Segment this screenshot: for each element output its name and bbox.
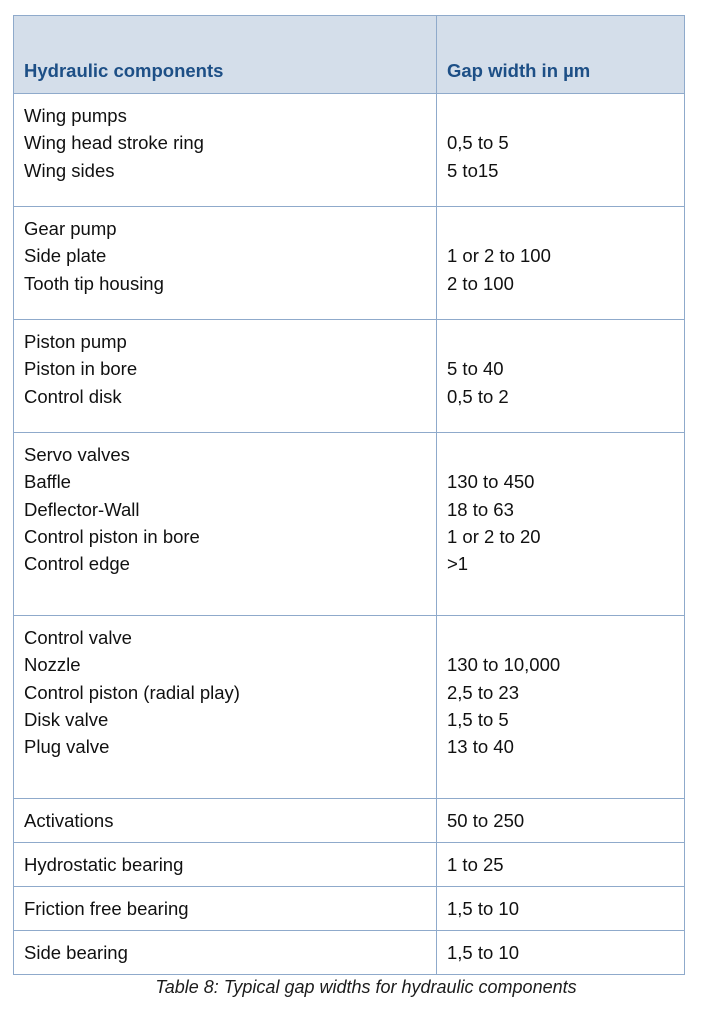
gap-value: 50 to 250 bbox=[437, 799, 685, 843]
value-cell bbox=[437, 616, 685, 799]
value-cell bbox=[437, 433, 685, 616]
component-name: Piston in bore bbox=[24, 358, 138, 379]
gap-value: 1 or 2 to 100 bbox=[447, 245, 551, 266]
gap-value: 2 to 100 bbox=[447, 272, 514, 294]
component-name: Baffle bbox=[24, 471, 71, 492]
group-title: Gear pump bbox=[24, 218, 117, 239]
table-row bbox=[14, 616, 685, 799]
group-title: Wing pumps bbox=[24, 105, 127, 126]
component-cell bbox=[14, 207, 437, 320]
component-name: Control disk bbox=[24, 385, 122, 407]
gap-value: 1 to 25 bbox=[437, 843, 685, 887]
table-row bbox=[14, 207, 685, 320]
component-cell bbox=[14, 616, 437, 799]
component-name: Wing head stroke ring bbox=[24, 132, 204, 153]
component-cell bbox=[14, 94, 437, 207]
gap-value: 5 to 40 bbox=[447, 358, 504, 379]
component-name: Control piston in bore bbox=[24, 525, 200, 547]
component-name: Plug valve bbox=[24, 736, 110, 757]
table-row bbox=[14, 887, 685, 931]
gap-value: 18 to 63 bbox=[447, 498, 514, 520]
value-cell bbox=[437, 320, 685, 433]
table-row bbox=[14, 931, 685, 975]
gap-value: >1 bbox=[447, 553, 469, 574]
component-name: Control piston (radial play) bbox=[24, 681, 240, 703]
group-title: Piston pump bbox=[24, 331, 127, 352]
component-name: Activations bbox=[14, 799, 437, 843]
table-row bbox=[14, 433, 685, 616]
gap-value: 1 or 2 to 20 bbox=[447, 525, 541, 547]
table-row bbox=[14, 94, 685, 207]
component-cell bbox=[14, 433, 437, 616]
component-name: Side plate bbox=[24, 245, 107, 266]
gap-value: 130 to 10,000 bbox=[447, 654, 561, 675]
gap-value: 2,5 to 23 bbox=[447, 681, 520, 703]
table-row bbox=[14, 320, 685, 433]
component-name: Friction free bearing bbox=[14, 887, 437, 931]
component-name: Side bearing bbox=[14, 931, 437, 975]
component-name: Control edge bbox=[24, 553, 130, 574]
value-cell bbox=[437, 207, 685, 320]
group-title: Control valve bbox=[24, 627, 132, 648]
gap-value: 1,5 to 5 bbox=[447, 708, 509, 730]
gap-width-table bbox=[13, 15, 685, 975]
gap-value: 1,5 to 10 bbox=[437, 931, 685, 975]
header-hydraulic-components: Hydraulic components bbox=[14, 16, 437, 94]
gap-value: 5 to15 bbox=[447, 159, 499, 181]
component-name: Hydrostatic bearing bbox=[14, 843, 437, 887]
gap-value: 0,5 to 2 bbox=[447, 385, 509, 407]
gap-value: 1,5 to 10 bbox=[437, 887, 685, 931]
component-cell bbox=[14, 320, 437, 433]
component-name: Disk valve bbox=[24, 708, 109, 730]
table-row bbox=[14, 843, 685, 887]
table-header-row bbox=[14, 16, 685, 94]
component-name: Wing sides bbox=[24, 159, 115, 181]
value-cell bbox=[437, 94, 685, 207]
gap-value: 0,5 to 5 bbox=[447, 132, 509, 153]
table-row bbox=[14, 799, 685, 843]
group-title: Servo valves bbox=[24, 444, 130, 465]
table-caption: Table 8: Typical gap widths for hydraulic components bbox=[155, 977, 577, 997]
component-name: Tooth tip housing bbox=[24, 272, 164, 294]
header-gap-width: Gap width in µm bbox=[437, 16, 685, 94]
component-name: Deflector-Wall bbox=[24, 498, 140, 520]
component-name: Nozzle bbox=[24, 654, 81, 675]
gap-value: 13 to 40 bbox=[447, 736, 514, 757]
gap-value: 130 to 450 bbox=[447, 471, 535, 492]
